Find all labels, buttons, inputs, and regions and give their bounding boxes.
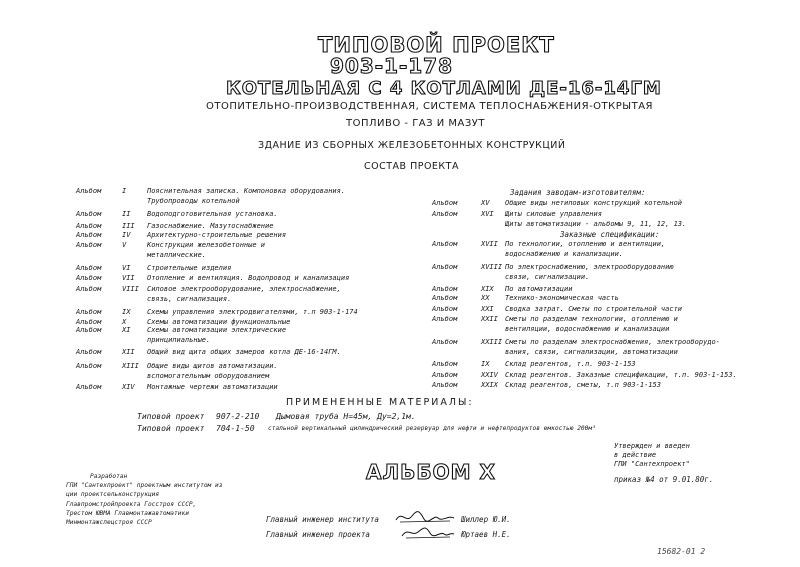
album-description: Архитектурно-строительные решения [147, 231, 287, 239]
album-label: Альбом [76, 383, 102, 391]
developer-line: Минмонтажспецстроя СССР [66, 519, 152, 526]
album-description: принципиальные. [147, 336, 211, 344]
album-number: IV [122, 231, 131, 239]
album-description: По технологии, отоплению и вентиляции, [505, 240, 666, 248]
album-number: IX [122, 308, 131, 316]
project-name: КОТЕЛЬНАЯ С 4 КОТЛАМИ ДЕ-16-14ГМ [226, 78, 662, 99]
album-label: Альбом [76, 308, 102, 316]
album-label: Альбом [76, 274, 102, 282]
album-description: Сметы по разделам технологии, отоплению и [505, 315, 678, 323]
right-section-heading: Заказные спецификации: [560, 230, 660, 239]
developer-line: ГПИ "Сантехпроект" проектным институтом из [66, 482, 223, 489]
album-description: Схемы управления электродвигателями, т.п 903-1-174 [147, 308, 358, 316]
album-label: Альбом [432, 263, 458, 271]
album-number: XII [122, 348, 135, 356]
album-description: Склад реагентов, т.п. 903-1-153 [505, 360, 636, 368]
album-number: II [122, 210, 131, 218]
project-type-title: ТИПОВОЙ ПРОЕКТ [318, 33, 555, 57]
album-label: Альбом [76, 241, 102, 249]
album-number: XI [122, 326, 131, 334]
album-number: XXIV [481, 371, 498, 379]
album-number: XIV [122, 383, 135, 391]
album-description: Трубопроводы котельной [147, 197, 240, 205]
composition-title: СОСТАВ ПРОЕКТА [364, 161, 459, 172]
album-description: По электроснабжению, электрооборудованию [505, 263, 674, 271]
approval-line2: в действие [614, 451, 657, 459]
album-label: Альбом [432, 210, 458, 218]
materials-row1-label: Типовой проект [137, 412, 205, 421]
album-description: Общие виды нетиповых конструкций котельной [505, 199, 683, 207]
album-number: VI [122, 264, 131, 272]
signature-row2-name: Юртаев Н.Е. [461, 530, 511, 539]
album-number: XIII [122, 362, 139, 370]
album-description: Монтажные чертежи автоматизации [147, 383, 278, 391]
album-number: IX [481, 360, 490, 368]
album-label: Альбом [76, 285, 102, 293]
album-number: XVII [481, 240, 498, 248]
developer-line: ции проектсельконструкция [66, 491, 160, 498]
album-description: связи, сигнализации. [505, 273, 590, 281]
album-label: Альбом [432, 381, 458, 389]
approval-order: приказ №4 от 9.01.80г. [614, 475, 714, 484]
materials-row1-text: Дымовая труба Н=45м, Ду=2,1м. [276, 412, 416, 421]
album-description: Газоснабжение. Мазутоснабжение [147, 222, 274, 230]
album-description: Общие виды щитов автоматизации. [147, 362, 278, 370]
album-number: XXIII [481, 338, 503, 346]
album-label: Альбом [76, 222, 102, 230]
album-number: V [122, 241, 127, 249]
approval-line1: Утвержден и введен [614, 442, 690, 450]
album-description: Водоподготовительная установка. [147, 210, 278, 218]
album-description: связь, сигнализация. [147, 295, 232, 303]
album-label: Альбом [76, 264, 102, 272]
right-section-heading: Задания заводам-изготовителям: [510, 188, 646, 197]
signature-row1-name: Шиллер Ю.И. [461, 515, 511, 524]
album-label: Альбом [432, 371, 458, 379]
album-number: III [122, 222, 135, 230]
album-number: XX [481, 294, 490, 302]
album-label: Альбом [432, 294, 458, 302]
project-number: 903-1-178 [330, 54, 454, 78]
materials-row2-label: Типовой проект [137, 424, 205, 433]
materials-row2-text: стальной вертикальный цилиндрический резервуар для нефти и нефтепродуктов емкостью 200м³ [268, 425, 596, 432]
album-number: XXII [481, 315, 498, 323]
album-number: XV [481, 199, 490, 207]
album-number: XVIII [481, 263, 503, 271]
album-number: XXI [481, 305, 494, 313]
materials-title: ПРИМЕНЕННЫЕ МАТЕРИАЛЫ: [286, 397, 474, 408]
album-label: Альбом [76, 231, 102, 239]
album-description: вания, связи, сигнализации, автоматизации [505, 348, 678, 356]
album-description: вспомогательным оборудованием [147, 372, 270, 380]
album-label: Альбом [432, 240, 458, 248]
album-label: Альбом [76, 318, 102, 326]
album-number: VIII [122, 285, 139, 293]
album-label: Альбом [432, 285, 458, 293]
signature-row2-role: Главный инженер проекта [266, 530, 370, 539]
developer-line: Главпромстройпроекта Госстроя СССР, [66, 501, 197, 508]
fuel-line: ТОПЛИВО - ГАЗ И МАЗУТ [346, 118, 485, 129]
album-label: Альбом [432, 199, 458, 207]
album-label: Альбом [76, 326, 102, 334]
album-label: Альбом [432, 360, 458, 368]
album-number: XVI [481, 210, 494, 218]
album-description: Силовое электрооборудование, электроснабжение, [147, 285, 341, 293]
album-description: Общий вид щита общих замеров котла ДЕ-16-14ГМ. [147, 348, 341, 356]
album-description: Склад реагентов, сметы, т.п 903-1-153 [505, 381, 661, 389]
building-type-line: ЗДАНИЕ ИЗ СБОРНЫХ ЖЕЛЕЗОБЕТОННЫХ КОНСТРУКЦИЙ [258, 140, 566, 151]
album-description: Схемы автоматизации электрические [147, 326, 287, 334]
album-description: вентиляции, водоснабжению и канализации [505, 325, 670, 333]
album-description: Схемы автоматизации функциональные [147, 318, 291, 326]
album-description: Отопление и вентиляция. Водопровод и канализация [147, 274, 350, 282]
heating-system-line: ОТОПИТЕЛЬНО-ПРОИЗВОДСТВЕННАЯ, СИСТЕМА ТЕПЛОСНАБЖЕНИЯ-ОТКРЫТАЯ [206, 101, 654, 112]
album-number: VII [122, 274, 135, 282]
approval-line3: ГПИ "Сантехпроект" [614, 460, 690, 468]
album-label: Альбом [432, 305, 458, 313]
album-label: Альбом [432, 338, 458, 346]
album-label: Альбом [76, 187, 102, 195]
developer-line: Разработан [90, 473, 128, 480]
album-number: X [122, 318, 127, 326]
album-description: металлические. [147, 251, 207, 259]
album-description: Сметы по разделам электроснабжения, электрооборудо- [505, 338, 720, 346]
materials-row2-number: 704-1-50 [216, 424, 255, 433]
album-description: Конструкции железобетонные и [147, 241, 266, 249]
album-number: I [122, 187, 127, 195]
album-number: XXIX [481, 381, 498, 389]
signature-mark-2 [398, 523, 456, 541]
album-description: Щиты автоматизации - альбомы 9, 11, 12, 13. [505, 220, 687, 228]
album-label: Альбом [76, 348, 102, 356]
signature-row1-role: Главный инженер института [266, 515, 379, 524]
materials-row1-number: 907-2-210 [216, 412, 260, 421]
album-label: Альбом [76, 210, 102, 218]
album-description: Сводка затрат. Сметы по строительной части [505, 305, 683, 313]
album-description: Склад реагентов. Заказные спецификации, т.п. 903-1-153. [505, 371, 737, 379]
album-label: Альбом [76, 362, 102, 370]
album-description: водоснабжению и канализации. [505, 250, 624, 258]
album-description: Щиты силовые управления [505, 210, 602, 218]
developer-line: Трестом ЮВМА Главмонтажавтоматики [66, 510, 189, 517]
document-number: 15682-01 2 [657, 547, 706, 556]
album-description: Технико-экономическая часть [505, 294, 619, 302]
album-title: АЛЬБОМ X [366, 460, 496, 484]
album-description: По автоматизации [505, 285, 573, 293]
album-description: Строительные изделия [147, 264, 232, 272]
album-label: Альбом [432, 315, 458, 323]
album-description: Пояснительная записка. Компоновка оборудования. [147, 187, 346, 195]
album-number: XIX [481, 285, 494, 293]
